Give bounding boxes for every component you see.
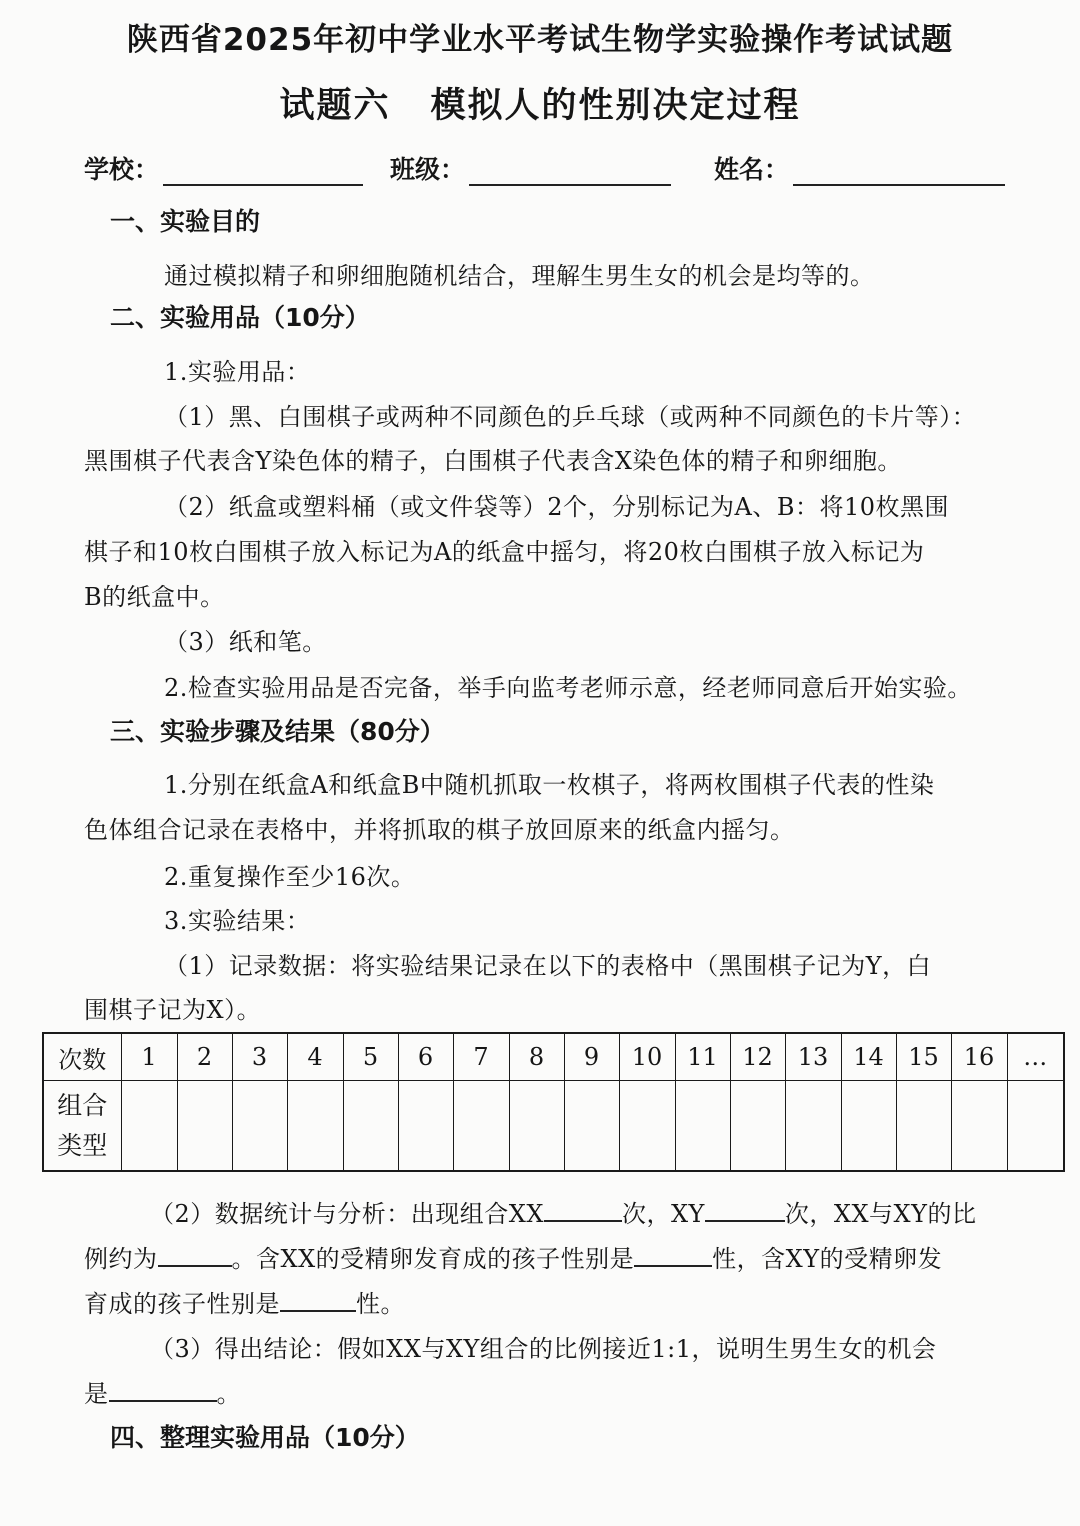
analysis-line-1: （2）数据统计与分析：出现组合XX 次，XY 次，XX与XY的比 xyxy=(150,1200,977,1228)
paragraph: 3.实验结果： xyxy=(164,907,311,935)
entry-cell[interactable] xyxy=(951,1081,1007,1171)
name-label: 姓名： xyxy=(714,155,790,184)
entry-cell[interactable] xyxy=(177,1081,232,1171)
school-input-line[interactable] xyxy=(163,158,363,186)
class-input-line[interactable] xyxy=(469,158,671,186)
entry-cell[interactable] xyxy=(896,1081,951,1171)
school-field xyxy=(84,150,363,186)
conclusion-line-1: （3）得出结论：假如XX与XY组合的比例接近1:1，说明生男生女的机会 xyxy=(150,1335,937,1363)
analysis-line-3: 育成的孩子性别是 性。 xyxy=(84,1290,405,1318)
section-heading-3: 三、实验步骤及结果（80分） xyxy=(110,717,445,746)
entry-cell[interactable] xyxy=(509,1081,564,1171)
blank-xx-sex[interactable] xyxy=(634,1243,712,1267)
paragraph: 2.重复操作至少16次。 xyxy=(164,863,416,891)
paragraph: 1.实验用品： xyxy=(164,358,311,386)
header-cell: 8 xyxy=(509,1033,564,1081)
header-cell: 12 xyxy=(730,1033,785,1081)
row-label-cell: 组合 类型 xyxy=(43,1081,121,1171)
table-row xyxy=(43,1081,1064,1171)
paragraph: （1）记录数据：将实验结果记录在以下的表格中（黑围棋子记为Y，白 xyxy=(164,952,932,980)
exam-title: 陕西省2025年初中学业水平考试生物学实验操作考试试题 xyxy=(126,22,954,58)
blank-conclusion[interactable] xyxy=(109,1378,217,1402)
paragraph: 棋子和10枚白围棋子放入标记为A的纸盒中摇匀，将20枚白围棋子放入标记为 xyxy=(84,538,925,566)
header-cell: 16 xyxy=(951,1033,1007,1081)
conclusion-line-2: 是 。 xyxy=(84,1380,241,1408)
entry-cell[interactable] xyxy=(785,1081,841,1171)
header-cell: 13 xyxy=(785,1033,841,1081)
entry-cell[interactable] xyxy=(232,1081,287,1171)
paragraph: 黑围棋子代表含Y染色体的精子，白围棋子代表含X染色体的精子和卵细胞。 xyxy=(84,447,902,475)
header-cell: 14 xyxy=(841,1033,896,1081)
header-cell: 3 xyxy=(232,1033,287,1081)
entry-cell[interactable] xyxy=(841,1081,896,1171)
paragraph: （1）黑、白围棋子或两种不同颜色的乒乓球（或两种不同颜色的卡片等）： xyxy=(164,403,977,431)
section-heading-4: 四、整理实验用品（10分） xyxy=(110,1423,420,1452)
header-cell: 4 xyxy=(287,1033,343,1081)
name-field xyxy=(714,150,1005,186)
class-field xyxy=(390,150,671,186)
header-cell: 2 xyxy=(177,1033,232,1081)
paragraph: 1.分别在纸盒A和纸盒B中随机抓取一枚棋子，将两枚围棋子代表的性染 xyxy=(164,771,935,799)
paragraph: 色体组合记录在表格中，并将抓取的棋子放回原来的纸盒内摇匀。 xyxy=(84,816,795,844)
header-cell: 7 xyxy=(453,1033,509,1081)
entry-cell[interactable] xyxy=(1007,1081,1064,1171)
name-input-line[interactable] xyxy=(793,158,1005,186)
entry-cell[interactable] xyxy=(564,1081,619,1171)
blank-xy-sex[interactable] xyxy=(280,1288,356,1312)
analysis-line-2: 例约为 。含XX的受精卵发育成的孩子性别是 性，含XY的受精卵发 xyxy=(84,1245,943,1273)
section-heading-2: 二、实验用品（10分） xyxy=(110,303,370,332)
header-label-cell: 次数 xyxy=(43,1033,121,1081)
entry-cell[interactable] xyxy=(453,1081,509,1171)
header-cell: 6 xyxy=(398,1033,453,1081)
header-cell: 11 xyxy=(675,1033,730,1081)
header-cell: 1 xyxy=(121,1033,177,1081)
class-label: 班级： xyxy=(390,155,466,184)
entry-cell[interactable] xyxy=(343,1081,398,1171)
header-cell: 5 xyxy=(343,1033,398,1081)
entry-cell[interactable] xyxy=(730,1081,785,1171)
question-name: 模拟人的性别决定过程 xyxy=(430,86,801,126)
record-table xyxy=(42,1032,1065,1172)
section-heading-1: 一、实验目的 xyxy=(110,207,261,236)
header-cell: 15 xyxy=(896,1033,951,1081)
entry-cell[interactable] xyxy=(675,1081,730,1171)
question-number: 试题六 xyxy=(279,86,391,126)
paragraph: B的纸盒中。 xyxy=(84,583,225,611)
entry-cell[interactable] xyxy=(398,1081,453,1171)
blank-xx-count[interactable] xyxy=(544,1198,622,1222)
header-cell: 10 xyxy=(619,1033,675,1081)
table-header-row xyxy=(43,1033,1064,1081)
paragraph: （3）纸和笔。 xyxy=(164,628,327,656)
blank-xy-count[interactable] xyxy=(705,1198,785,1222)
school-label: 学校： xyxy=(84,155,160,184)
entry-cell[interactable] xyxy=(121,1081,177,1171)
entry-cell[interactable] xyxy=(287,1081,343,1171)
header-cell: 9 xyxy=(564,1033,619,1081)
blank-ratio[interactable] xyxy=(158,1243,232,1267)
paragraph: 通过模拟精子和卵细胞随机结合，理解生男生女的机会是均等的。 xyxy=(164,262,875,290)
paragraph: 2.检查实验用品是否完备，举手向监考老师示意，经老师同意后开始实验。 xyxy=(164,674,972,702)
paragraph: 围棋子记为X）。 xyxy=(84,996,262,1024)
entry-cell[interactable] xyxy=(619,1081,675,1171)
header-cell: … xyxy=(1007,1033,1064,1081)
paragraph: （2）纸盒或塑料桶（或文件袋等）2个，分别标记为A、B：将10枚黑围 xyxy=(164,493,950,521)
exam-subtitle xyxy=(0,78,1080,128)
